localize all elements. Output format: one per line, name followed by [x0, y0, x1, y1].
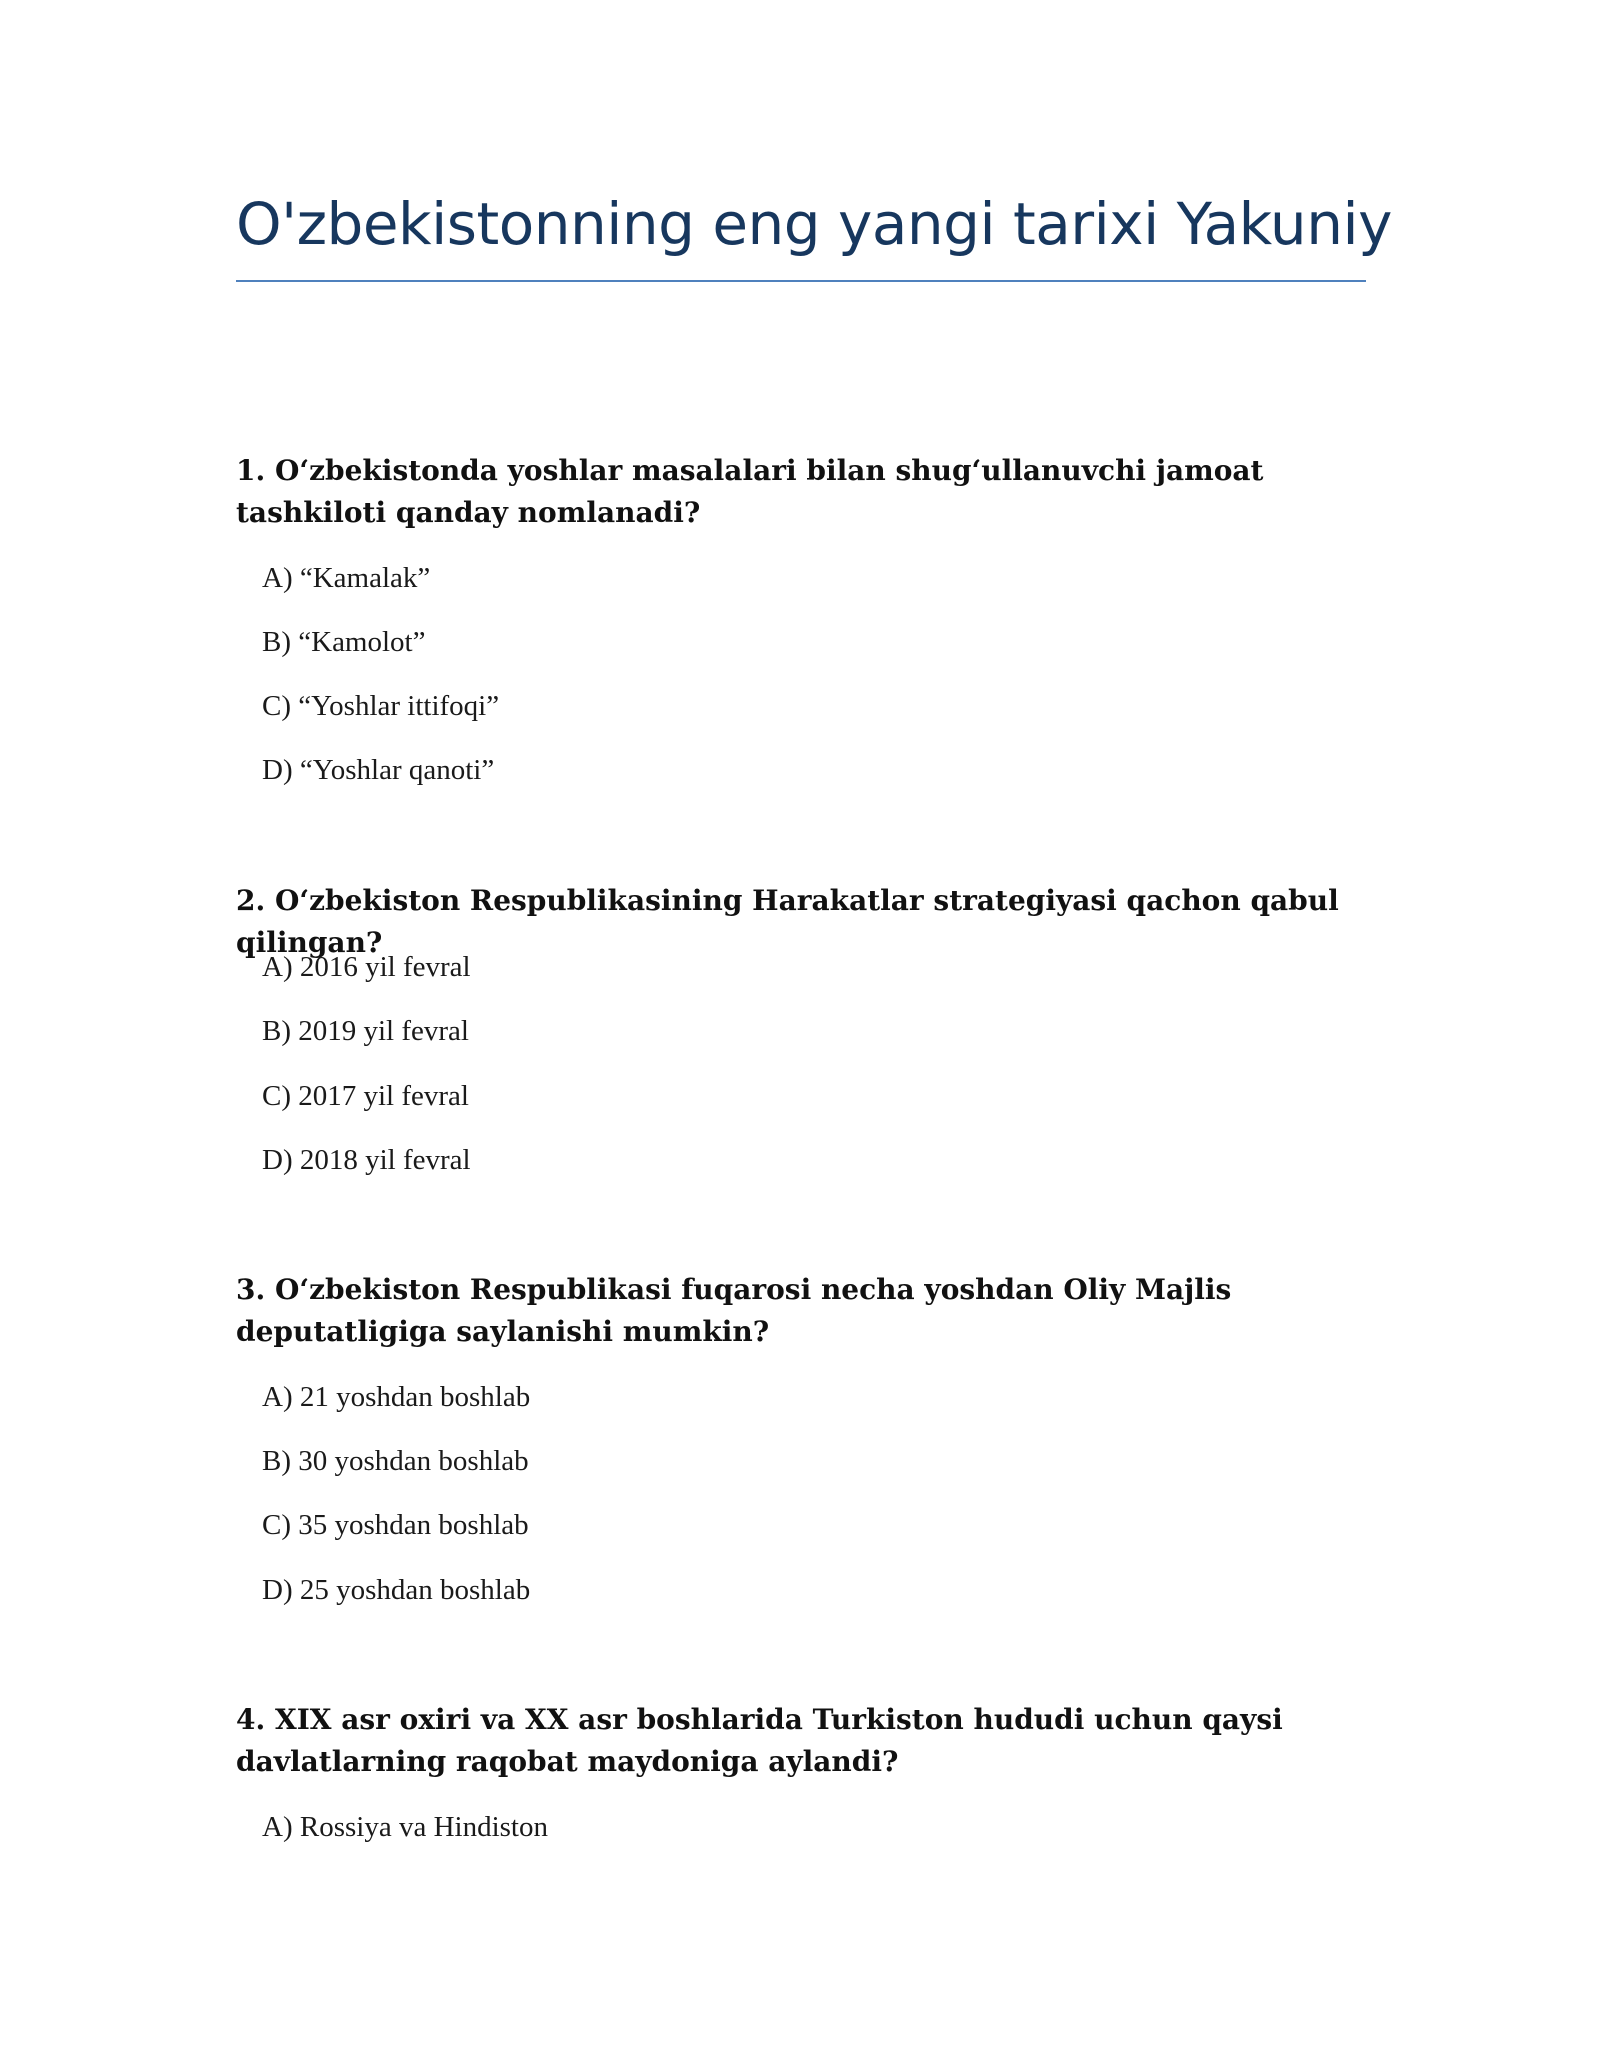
question-2-option-c: C) 2017 yil fevral — [262, 1080, 469, 1112]
question-1-text: 1. O‘zbekistonda yoshlar masalalari bilan shug‘ullanuvchi jamoat tashkiloti qanday nomlanadi? — [236, 454, 1264, 529]
question-3-option-d: D) 25 yoshdan boshlab — [262, 1574, 531, 1606]
question-2-option-b: B) 2019 yil fevral — [262, 1015, 469, 1047]
question-4-text: 4. XIX asr oxiri va XX asr boshlarida Turkiston hududi uchun qaysi davlatlarning raqobat maydoniga aylandi? — [236, 1703, 1283, 1778]
question-1-option-c: C) “Yoshlar ittifoqi” — [262, 690, 500, 722]
question-2-text: 2. O‘zbekiston Respublikasining Harakatlar strategiyasi qachon qabul qilingan? — [236, 884, 1339, 959]
title-underline — [236, 280, 1366, 282]
question-4-option-a: A) Rossiya va Hindiston — [262, 1811, 548, 1843]
question-3-text: 3. O‘zbekiston Respublikasi fuqarosi necha yoshdan Oliy Majlis deputatligiga saylanishi mumkin? — [236, 1273, 1232, 1348]
question-1-option-d: D) “Yoshlar qanoti” — [262, 754, 495, 786]
question-2-option-d: D) 2018 yil fevral — [262, 1144, 471, 1176]
question-3-option-c: C) 35 yoshdan boshlab — [262, 1509, 529, 1541]
question-3-option-b: B) 30 yoshdan boshlab — [262, 1445, 529, 1477]
question-2-option-a: A) 2016 yil fevral — [262, 951, 471, 983]
question-1-option-a: A) “Kamalak” — [262, 562, 431, 594]
question-1-option-b: B) “Kamolot” — [262, 626, 426, 658]
question-3-option-a: A) 21 yoshdan boshlab — [262, 1381, 531, 1413]
document-title: O'zbekistonning eng yangi tarixi Yakuniy — [236, 190, 1392, 258]
